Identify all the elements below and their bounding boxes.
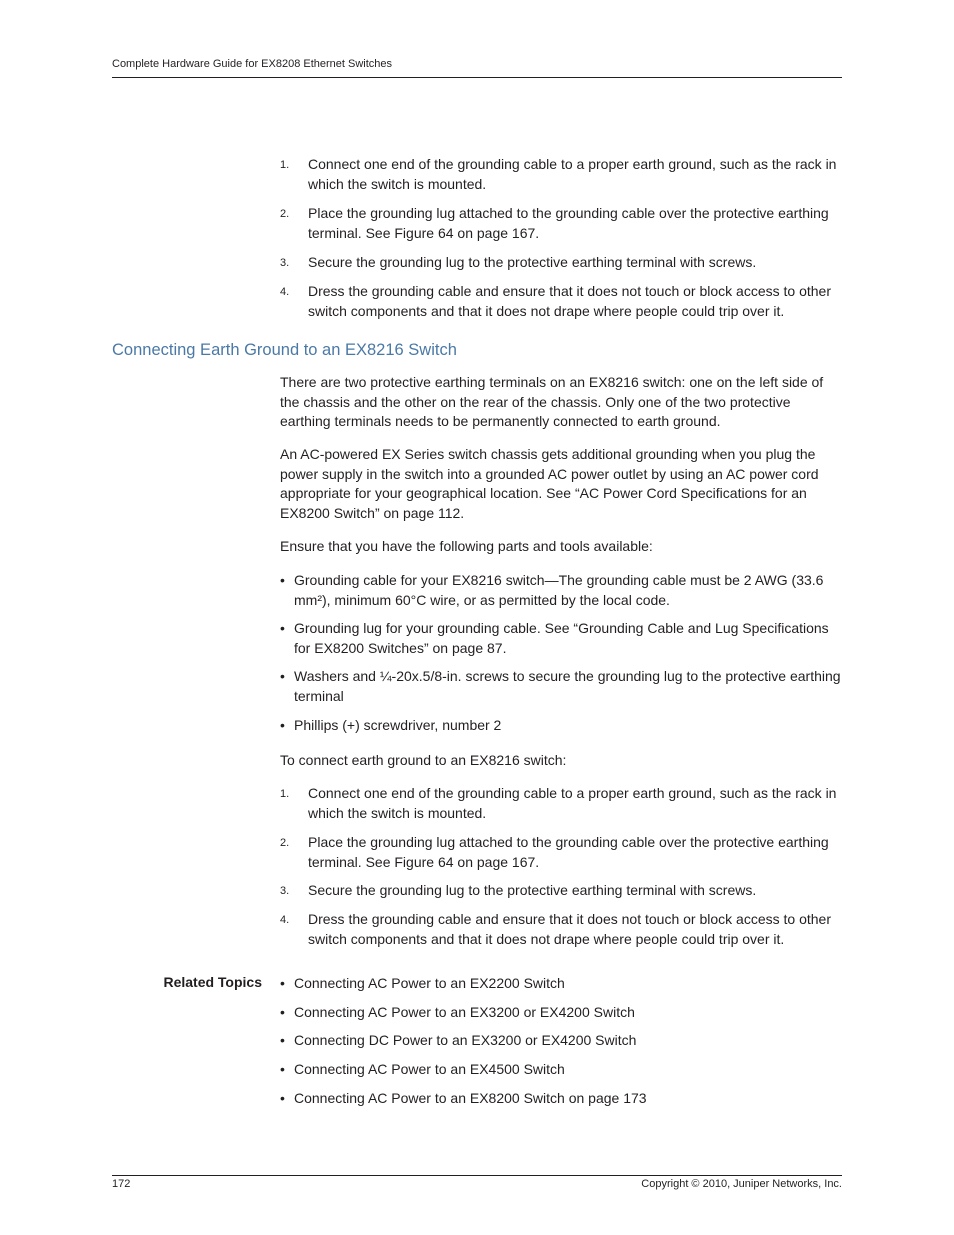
list-item-text: Washers and ¼-20x.5/8-in. screws to secure the grounding lug to the protective earthing terminal bbox=[294, 668, 841, 704]
list-item bbox=[280, 910, 842, 949]
related-topics-label: Related Topics bbox=[163, 974, 262, 990]
list-item bbox=[280, 253, 842, 282]
related-topic-text[interactable]: Connecting AC Power to an EX8200 Switch on page 173 bbox=[294, 1090, 647, 1106]
bullet-icon: • bbox=[280, 717, 285, 733]
footer-rule bbox=[112, 1175, 842, 1176]
step-text: Connect one end of the grounding cable to a proper earth ground, such as the rack in which the switch is mounted. bbox=[308, 156, 837, 192]
list-item bbox=[280, 571, 842, 619]
intro-paragraph: There are two protective earthing terminals on an EX8216 switch: one on the left side of the chassis and the other on the rear of the chassis. Only one of the two protective earthing terminals needs to be permanently connected to earth ground. bbox=[280, 374, 824, 429]
step-number: 4. bbox=[280, 914, 290, 926]
procedure-intro-paragraph: To connect earth ground to an EX8216 switch: bbox=[280, 752, 567, 768]
related-topic-link[interactable] bbox=[280, 1089, 842, 1109]
grounding-paragraph: An AC-powered EX Series switch chassis gets additional grounding when you plug the power supply in the switch into a grounded AC power outlet by using an AC power cord appropriate for your geographical location. See “AC Power Cord Specifications for an EX8200 Switch” on page 112. bbox=[280, 446, 819, 521]
step-text: Dress the grounding cable and ensure that it does not touch or block access to other switch components and that it does not drape where people could trip over it. bbox=[308, 911, 831, 947]
parts-list bbox=[280, 571, 842, 736]
step-number: 1. bbox=[280, 788, 290, 800]
bullet-icon: • bbox=[280, 1032, 285, 1048]
related-topic-link[interactable] bbox=[280, 1060, 842, 1089]
bullet-icon: • bbox=[280, 1090, 285, 1106]
bullet-icon: • bbox=[280, 975, 285, 991]
list-item-text: Phillips (+) screwdriver, number 2 bbox=[294, 717, 502, 733]
related-topic-link[interactable] bbox=[280, 1031, 842, 1060]
list-item bbox=[280, 667, 842, 716]
list-item bbox=[280, 155, 842, 204]
step-number: 2. bbox=[280, 837, 290, 849]
list-item bbox=[280, 716, 842, 736]
step-text: Secure the grounding lug to the protective earthing terminal with screws. bbox=[308, 882, 757, 898]
step-number: 3. bbox=[280, 885, 290, 897]
step-text: Place the grounding lug attached to the grounding cable over the protective earthing terminal. See Figure 64 on page 167. bbox=[308, 834, 829, 870]
list-item bbox=[280, 833, 842, 881]
list-item bbox=[280, 881, 842, 910]
bullet-icon: • bbox=[280, 572, 285, 588]
page-number: 172 bbox=[112, 1178, 131, 1190]
header-rule bbox=[112, 77, 842, 78]
list-item bbox=[280, 784, 842, 833]
parts-intro-paragraph: Ensure that you have the following parts and tools available: bbox=[280, 538, 653, 554]
list-item bbox=[280, 282, 842, 321]
related-topics-list bbox=[280, 974, 842, 1109]
steps-list-top bbox=[280, 155, 842, 321]
related-topic-text[interactable]: Connecting AC Power to an EX2200 Switch bbox=[294, 975, 565, 991]
step-text: Secure the grounding lug to the protective earthing terminal with screws. bbox=[308, 254, 757, 270]
step-number: 3. bbox=[280, 257, 290, 269]
step-text: Dress the grounding cable and ensure that it does not touch or block access to other switch components and that it does not drape where people could trip over it. bbox=[308, 283, 831, 319]
list-item bbox=[280, 204, 842, 253]
related-topic-text[interactable]: Connecting AC Power to an EX3200 or EX4200 Switch bbox=[294, 1004, 635, 1020]
list-item-text: Grounding cable for your EX8216 switch—The grounding cable must be 2 AWG (33.6 mm²), minimum 60°C wire, or as permitted by the local code. bbox=[294, 572, 824, 608]
related-topic-text[interactable]: Connecting DC Power to an EX3200 or EX4200 Switch bbox=[294, 1032, 637, 1048]
step-number: 2. bbox=[280, 208, 290, 220]
list-item-text: Grounding lug for your grounding cable. See “Grounding Cable and Lug Specifications for EX8200 Switches” on page 87. bbox=[294, 620, 829, 656]
related-topic-link[interactable] bbox=[280, 974, 842, 1003]
list-item bbox=[280, 619, 842, 667]
step-number: 4. bbox=[280, 286, 290, 298]
related-topic-link[interactable] bbox=[280, 1003, 842, 1031]
steps-list bbox=[280, 784, 842, 949]
step-text: Place the grounding lug attached to the grounding cable over the protective earthing terminal. See Figure 64 on page 167. bbox=[308, 205, 829, 241]
related-topic-text[interactable]: Connecting AC Power to an EX4500 Switch bbox=[294, 1061, 565, 1077]
bullet-icon: • bbox=[280, 620, 285, 636]
section-heading: Connecting Earth Ground to an EX8216 Switch bbox=[112, 341, 457, 359]
bullet-icon: • bbox=[280, 668, 285, 684]
bullet-icon: • bbox=[280, 1004, 285, 1020]
step-text: Connect one end of the grounding cable to a proper earth ground, such as the rack in which the switch is mounted. bbox=[308, 785, 837, 821]
step-number: 1. bbox=[280, 159, 290, 171]
copyright-notice: Copyright © 2010, Juniper Networks, Inc. bbox=[641, 1178, 842, 1190]
running-header: Complete Hardware Guide for EX8208 Ethernet Switches bbox=[112, 58, 393, 70]
bullet-icon: • bbox=[280, 1061, 285, 1077]
